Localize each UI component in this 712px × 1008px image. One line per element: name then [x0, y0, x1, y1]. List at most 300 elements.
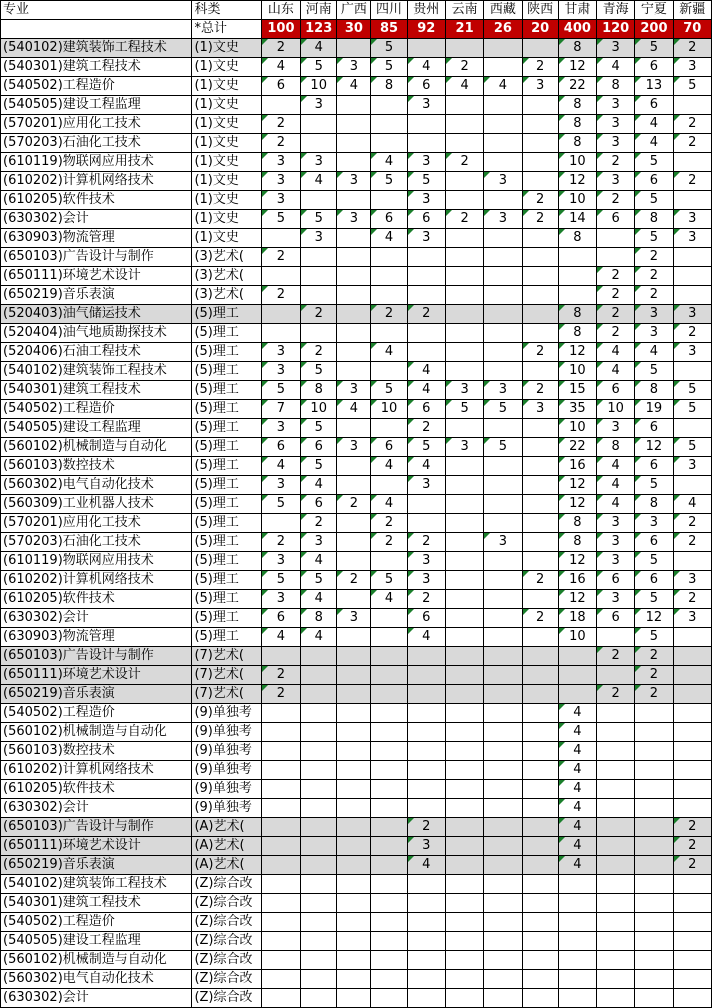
value-cell[interactable] — [522, 286, 558, 305]
value-cell[interactable] — [261, 989, 300, 1008]
value-cell[interactable]: 8 — [597, 77, 635, 96]
value-cell[interactable] — [407, 685, 445, 704]
value-cell[interactable] — [673, 628, 711, 647]
value-cell[interactable] — [301, 248, 337, 267]
value-cell[interactable] — [484, 932, 522, 951]
value-cell[interactable] — [301, 647, 337, 666]
value-cell[interactable]: 3 — [597, 134, 635, 153]
value-cell[interactable] — [337, 704, 371, 723]
value-cell[interactable]: 3 — [484, 533, 522, 552]
value-cell[interactable] — [522, 704, 558, 723]
value-cell[interactable]: 2 — [445, 210, 483, 229]
value-cell[interactable]: 3 — [597, 552, 635, 571]
header-quota[interactable]: 100 — [261, 20, 300, 39]
category-cell[interactable]: (Z)综合改 — [192, 932, 261, 951]
value-cell[interactable]: 5 — [301, 362, 337, 381]
value-cell[interactable] — [371, 628, 407, 647]
value-cell[interactable] — [635, 989, 673, 1008]
major-cell[interactable]: (570203)石油化工技术 — [1, 134, 192, 153]
major-cell[interactable]: (560103)数控技术 — [1, 742, 192, 761]
value-cell[interactable] — [371, 970, 407, 989]
value-cell[interactable] — [337, 685, 371, 704]
value-cell[interactable] — [407, 115, 445, 134]
value-cell[interactable]: 3 — [673, 609, 711, 628]
value-cell[interactable]: 6 — [597, 210, 635, 229]
value-cell[interactable] — [445, 552, 483, 571]
header-province[interactable]: 甘肃 — [558, 1, 596, 20]
value-cell[interactable] — [337, 780, 371, 799]
major-cell[interactable]: (650219)音乐表演 — [1, 286, 192, 305]
value-cell[interactable]: 3 — [261, 191, 300, 210]
value-cell[interactable]: 2 — [673, 172, 711, 191]
value-cell[interactable] — [558, 267, 596, 286]
value-cell[interactable]: 3 — [337, 58, 371, 77]
value-cell[interactable] — [261, 305, 300, 324]
value-cell[interactable] — [558, 647, 596, 666]
value-cell[interactable] — [673, 476, 711, 495]
value-cell[interactable]: 4 — [597, 457, 635, 476]
value-cell[interactable]: 4 — [635, 134, 673, 153]
value-cell[interactable]: 5 — [673, 438, 711, 457]
value-cell[interactable] — [301, 894, 337, 913]
category-cell[interactable]: (Z)综合改 — [192, 875, 261, 894]
value-cell[interactable] — [407, 951, 445, 970]
value-cell[interactable]: 5 — [635, 191, 673, 210]
value-cell[interactable]: 5 — [301, 210, 337, 229]
value-cell[interactable]: 4 — [407, 58, 445, 77]
value-cell[interactable] — [407, 913, 445, 932]
value-cell[interactable] — [445, 191, 483, 210]
value-cell[interactable]: 5 — [261, 495, 300, 514]
value-cell[interactable]: 3 — [597, 115, 635, 134]
value-cell[interactable]: 5 — [407, 438, 445, 457]
major-cell[interactable]: (560302)电气自动化技术 — [1, 476, 192, 495]
category-cell[interactable]: (3)艺术( — [192, 267, 261, 286]
major-cell[interactable]: (540102)建筑装饰工程技术 — [1, 39, 192, 58]
value-cell[interactable]: 4 — [371, 229, 407, 248]
value-cell[interactable] — [445, 134, 483, 153]
value-cell[interactable]: 3 — [261, 552, 300, 571]
value-cell[interactable] — [558, 932, 596, 951]
value-cell[interactable]: 22 — [558, 438, 596, 457]
value-cell[interactable] — [407, 932, 445, 951]
value-cell[interactable] — [445, 419, 483, 438]
value-cell[interactable]: 2 — [261, 39, 300, 58]
value-cell[interactable]: 2 — [673, 837, 711, 856]
value-cell[interactable]: 4 — [597, 58, 635, 77]
value-cell[interactable]: 10 — [558, 153, 596, 172]
value-cell[interactable] — [337, 818, 371, 837]
header-blank[interactable] — [1, 20, 192, 39]
value-cell[interactable]: 4 — [558, 818, 596, 837]
category-cell[interactable]: (1)文史 — [192, 96, 261, 115]
value-cell[interactable] — [484, 989, 522, 1008]
value-cell[interactable] — [407, 704, 445, 723]
value-cell[interactable] — [484, 514, 522, 533]
value-cell[interactable] — [558, 989, 596, 1008]
value-cell[interactable] — [484, 39, 522, 58]
category-cell[interactable]: (Z)综合改 — [192, 970, 261, 989]
major-cell[interactable]: (630302)会计 — [1, 799, 192, 818]
value-cell[interactable]: 22 — [558, 77, 596, 96]
value-cell[interactable]: 6 — [371, 210, 407, 229]
value-cell[interactable] — [337, 837, 371, 856]
value-cell[interactable] — [484, 552, 522, 571]
value-cell[interactable] — [407, 989, 445, 1008]
value-cell[interactable]: 4 — [261, 58, 300, 77]
value-cell[interactable] — [261, 951, 300, 970]
value-cell[interactable]: 2 — [301, 514, 337, 533]
value-cell[interactable] — [522, 267, 558, 286]
major-cell[interactable]: (560102)机械制造与自动化 — [1, 951, 192, 970]
value-cell[interactable]: 5 — [371, 58, 407, 77]
value-cell[interactable]: 6 — [597, 609, 635, 628]
value-cell[interactable] — [301, 875, 337, 894]
value-cell[interactable] — [484, 609, 522, 628]
value-cell[interactable] — [337, 742, 371, 761]
value-cell[interactable] — [484, 343, 522, 362]
value-cell[interactable]: 16 — [558, 457, 596, 476]
header-quota[interactable]: 30 — [337, 20, 371, 39]
value-cell[interactable] — [445, 951, 483, 970]
value-cell[interactable] — [301, 324, 337, 343]
value-cell[interactable] — [371, 894, 407, 913]
value-cell[interactable]: 4 — [635, 343, 673, 362]
value-cell[interactable] — [337, 191, 371, 210]
value-cell[interactable]: 2 — [597, 305, 635, 324]
value-cell[interactable] — [522, 628, 558, 647]
value-cell[interactable] — [445, 704, 483, 723]
value-cell[interactable]: 3 — [261, 419, 300, 438]
value-cell[interactable]: 12 — [558, 495, 596, 514]
value-cell[interactable] — [522, 742, 558, 761]
value-cell[interactable]: 4 — [597, 362, 635, 381]
value-cell[interactable]: 12 — [635, 438, 673, 457]
value-cell[interactable] — [337, 362, 371, 381]
header-category[interactable]: 科类 — [192, 1, 261, 20]
value-cell[interactable] — [558, 248, 596, 267]
value-cell[interactable] — [445, 343, 483, 362]
category-cell[interactable]: (Z)综合改 — [192, 894, 261, 913]
value-cell[interactable]: 12 — [558, 476, 596, 495]
value-cell[interactable] — [635, 913, 673, 932]
value-cell[interactable] — [407, 495, 445, 514]
value-cell[interactable]: 2 — [301, 343, 337, 362]
major-cell[interactable]: (540102)建筑装饰工程技术 — [1, 875, 192, 894]
value-cell[interactable] — [484, 571, 522, 590]
value-cell[interactable]: 8 — [635, 495, 673, 514]
value-cell[interactable] — [445, 96, 483, 115]
value-cell[interactable]: 8 — [597, 438, 635, 457]
value-cell[interactable] — [371, 818, 407, 837]
value-cell[interactable] — [484, 362, 522, 381]
value-cell[interactable] — [673, 932, 711, 951]
value-cell[interactable] — [261, 723, 300, 742]
value-cell[interactable] — [337, 932, 371, 951]
value-cell[interactable] — [337, 761, 371, 780]
value-cell[interactable] — [558, 913, 596, 932]
value-cell[interactable] — [522, 913, 558, 932]
value-cell[interactable]: 4 — [337, 77, 371, 96]
value-cell[interactable] — [337, 552, 371, 571]
value-cell[interactable]: 4 — [673, 495, 711, 514]
value-cell[interactable] — [445, 685, 483, 704]
value-cell[interactable] — [673, 96, 711, 115]
value-cell[interactable]: 4 — [301, 172, 337, 191]
value-cell[interactable] — [371, 837, 407, 856]
value-cell[interactable]: 12 — [558, 590, 596, 609]
value-cell[interactable]: 3 — [337, 381, 371, 400]
value-cell[interactable]: 4 — [371, 457, 407, 476]
value-cell[interactable] — [445, 590, 483, 609]
value-cell[interactable] — [597, 856, 635, 875]
value-cell[interactable] — [673, 666, 711, 685]
value-cell[interactable] — [597, 229, 635, 248]
header-province[interactable]: 西藏 — [484, 1, 522, 20]
category-cell[interactable]: (9)单独考 — [192, 704, 261, 723]
value-cell[interactable]: 3 — [261, 476, 300, 495]
value-cell[interactable]: 12 — [558, 552, 596, 571]
value-cell[interactable]: 3 — [445, 438, 483, 457]
value-cell[interactable] — [484, 951, 522, 970]
value-cell[interactable] — [301, 666, 337, 685]
value-cell[interactable]: 10 — [301, 400, 337, 419]
value-cell[interactable] — [407, 343, 445, 362]
value-cell[interactable] — [337, 913, 371, 932]
value-cell[interactable] — [261, 742, 300, 761]
value-cell[interactable]: 6 — [261, 77, 300, 96]
category-cell[interactable]: (1)文史 — [192, 210, 261, 229]
value-cell[interactable] — [484, 476, 522, 495]
value-cell[interactable] — [301, 286, 337, 305]
value-cell[interactable] — [484, 704, 522, 723]
header-province[interactable]: 贵州 — [407, 1, 445, 20]
value-cell[interactable] — [522, 533, 558, 552]
value-cell[interactable] — [445, 286, 483, 305]
value-cell[interactable] — [371, 552, 407, 571]
value-cell[interactable] — [484, 305, 522, 324]
major-cell[interactable]: (540301)建筑工程技术 — [1, 58, 192, 77]
value-cell[interactable] — [445, 571, 483, 590]
value-cell[interactable]: 5 — [484, 400, 522, 419]
value-cell[interactable] — [445, 913, 483, 932]
value-cell[interactable] — [597, 628, 635, 647]
value-cell[interactable] — [558, 286, 596, 305]
major-cell[interactable]: (650219)音乐表演 — [1, 685, 192, 704]
value-cell[interactable] — [407, 134, 445, 153]
value-cell[interactable] — [337, 476, 371, 495]
value-cell[interactable] — [522, 799, 558, 818]
value-cell[interactable]: 2 — [261, 685, 300, 704]
value-cell[interactable]: 2 — [597, 153, 635, 172]
value-cell[interactable] — [261, 856, 300, 875]
value-cell[interactable] — [445, 989, 483, 1008]
value-cell[interactable] — [484, 419, 522, 438]
value-cell[interactable] — [673, 267, 711, 286]
value-cell[interactable] — [597, 666, 635, 685]
category-cell[interactable]: (9)单独考 — [192, 761, 261, 780]
value-cell[interactable] — [261, 894, 300, 913]
value-cell[interactable] — [407, 723, 445, 742]
value-cell[interactable]: 5 — [261, 210, 300, 229]
value-cell[interactable]: 3 — [522, 77, 558, 96]
category-cell[interactable]: (1)文史 — [192, 39, 261, 58]
value-cell[interactable]: 8 — [558, 115, 596, 134]
value-cell[interactable] — [635, 799, 673, 818]
value-cell[interactable]: 8 — [558, 514, 596, 533]
value-cell[interactable]: 3 — [407, 191, 445, 210]
value-cell[interactable]: 6 — [371, 438, 407, 457]
value-cell[interactable]: 3 — [445, 381, 483, 400]
value-cell[interactable]: 2 — [261, 115, 300, 134]
category-cell[interactable]: (5)理工 — [192, 381, 261, 400]
value-cell[interactable]: 2 — [673, 514, 711, 533]
value-cell[interactable]: 3 — [597, 533, 635, 552]
value-cell[interactable] — [407, 39, 445, 58]
value-cell[interactable] — [558, 894, 596, 913]
value-cell[interactable]: 4 — [445, 77, 483, 96]
value-cell[interactable] — [261, 837, 300, 856]
value-cell[interactable] — [597, 761, 635, 780]
value-cell[interactable] — [261, 96, 300, 115]
value-cell[interactable] — [635, 856, 673, 875]
value-cell[interactable]: 4 — [371, 343, 407, 362]
category-cell[interactable]: (3)艺术( — [192, 286, 261, 305]
header-province[interactable]: 山东 — [261, 1, 300, 20]
value-cell[interactable] — [337, 799, 371, 818]
value-cell[interactable] — [337, 457, 371, 476]
header-province[interactable]: 青海 — [597, 1, 635, 20]
value-cell[interactable]: 10 — [301, 77, 337, 96]
category-cell[interactable]: (1)文史 — [192, 229, 261, 248]
major-cell[interactable]: (540502)工程造价 — [1, 77, 192, 96]
value-cell[interactable] — [301, 704, 337, 723]
value-cell[interactable]: 2 — [597, 647, 635, 666]
value-cell[interactable]: 6 — [635, 533, 673, 552]
value-cell[interactable] — [673, 153, 711, 172]
major-cell[interactable]: (650111)环境艺术设计 — [1, 267, 192, 286]
value-cell[interactable] — [522, 932, 558, 951]
value-cell[interactable]: 2 — [635, 647, 673, 666]
value-cell[interactable] — [337, 666, 371, 685]
value-cell[interactable]: 16 — [558, 571, 596, 590]
value-cell[interactable]: 3 — [407, 153, 445, 172]
value-cell[interactable]: 3 — [635, 514, 673, 533]
value-cell[interactable]: 3 — [597, 172, 635, 191]
value-cell[interactable] — [337, 324, 371, 343]
value-cell[interactable] — [484, 742, 522, 761]
value-cell[interactable]: 6 — [407, 609, 445, 628]
value-cell[interactable]: 2 — [261, 666, 300, 685]
value-cell[interactable] — [445, 514, 483, 533]
value-cell[interactable] — [522, 134, 558, 153]
value-cell[interactable]: 2 — [261, 533, 300, 552]
major-cell[interactable]: (540505)建设工程监理 — [1, 932, 192, 951]
value-cell[interactable] — [522, 438, 558, 457]
value-cell[interactable] — [337, 533, 371, 552]
value-cell[interactable] — [407, 248, 445, 267]
value-cell[interactable]: 4 — [301, 39, 337, 58]
value-cell[interactable]: 4 — [407, 362, 445, 381]
value-cell[interactable]: 4 — [635, 115, 673, 134]
value-cell[interactable] — [337, 96, 371, 115]
value-cell[interactable]: 6 — [301, 438, 337, 457]
value-cell[interactable] — [522, 457, 558, 476]
value-cell[interactable]: 12 — [558, 58, 596, 77]
value-cell[interactable] — [261, 780, 300, 799]
major-cell[interactable]: (570201)应用化工技术 — [1, 514, 192, 533]
value-cell[interactable] — [673, 704, 711, 723]
value-cell[interactable]: 3 — [301, 533, 337, 552]
value-cell[interactable] — [445, 533, 483, 552]
value-cell[interactable] — [522, 39, 558, 58]
value-cell[interactable]: 19 — [635, 400, 673, 419]
value-cell[interactable] — [484, 856, 522, 875]
header-quota[interactable]: 70 — [673, 20, 711, 39]
value-cell[interactable]: 5 — [635, 229, 673, 248]
value-cell[interactable] — [484, 780, 522, 799]
value-cell[interactable]: 3 — [337, 210, 371, 229]
value-cell[interactable] — [522, 172, 558, 191]
value-cell[interactable] — [635, 875, 673, 894]
value-cell[interactable]: 5 — [371, 39, 407, 58]
major-cell[interactable]: (630302)会计 — [1, 210, 192, 229]
value-cell[interactable]: 8 — [558, 533, 596, 552]
value-cell[interactable] — [558, 685, 596, 704]
value-cell[interactable] — [597, 248, 635, 267]
major-cell[interactable]: (630302)会计 — [1, 609, 192, 628]
value-cell[interactable]: 3 — [597, 39, 635, 58]
major-cell[interactable]: (570203)石油化工技术 — [1, 533, 192, 552]
value-cell[interactable]: 4 — [558, 799, 596, 818]
category-cell[interactable]: (5)理工 — [192, 457, 261, 476]
value-cell[interactable]: 2 — [445, 153, 483, 172]
value-cell[interactable] — [337, 39, 371, 58]
value-cell[interactable] — [522, 305, 558, 324]
value-cell[interactable]: 12 — [635, 609, 673, 628]
value-cell[interactable] — [371, 780, 407, 799]
value-cell[interactable]: 8 — [301, 609, 337, 628]
value-cell[interactable] — [407, 970, 445, 989]
header-quota[interactable]: 120 — [597, 20, 635, 39]
header-province[interactable]: 河南 — [301, 1, 337, 20]
value-cell[interactable] — [337, 951, 371, 970]
major-cell[interactable]: (520406)石油工程技术 — [1, 343, 192, 362]
value-cell[interactable]: 12 — [558, 343, 596, 362]
value-cell[interactable]: 3 — [673, 229, 711, 248]
major-cell[interactable]: (650103)广告设计与制作 — [1, 818, 192, 837]
value-cell[interactable]: 2 — [597, 286, 635, 305]
category-cell[interactable]: (7)艺术( — [192, 647, 261, 666]
value-cell[interactable] — [261, 875, 300, 894]
value-cell[interactable] — [597, 780, 635, 799]
value-cell[interactable] — [261, 324, 300, 343]
value-cell[interactable] — [673, 742, 711, 761]
value-cell[interactable] — [635, 837, 673, 856]
value-cell[interactable] — [673, 647, 711, 666]
value-cell[interactable] — [522, 495, 558, 514]
value-cell[interactable] — [597, 913, 635, 932]
value-cell[interactable]: 8 — [558, 229, 596, 248]
value-cell[interactable] — [445, 267, 483, 286]
value-cell[interactable]: 3 — [261, 590, 300, 609]
value-cell[interactable]: 4 — [261, 457, 300, 476]
category-cell[interactable]: (5)理工 — [192, 590, 261, 609]
value-cell[interactable] — [371, 609, 407, 628]
value-cell[interactable]: 5 — [635, 362, 673, 381]
value-cell[interactable] — [261, 970, 300, 989]
value-cell[interactable] — [484, 818, 522, 837]
